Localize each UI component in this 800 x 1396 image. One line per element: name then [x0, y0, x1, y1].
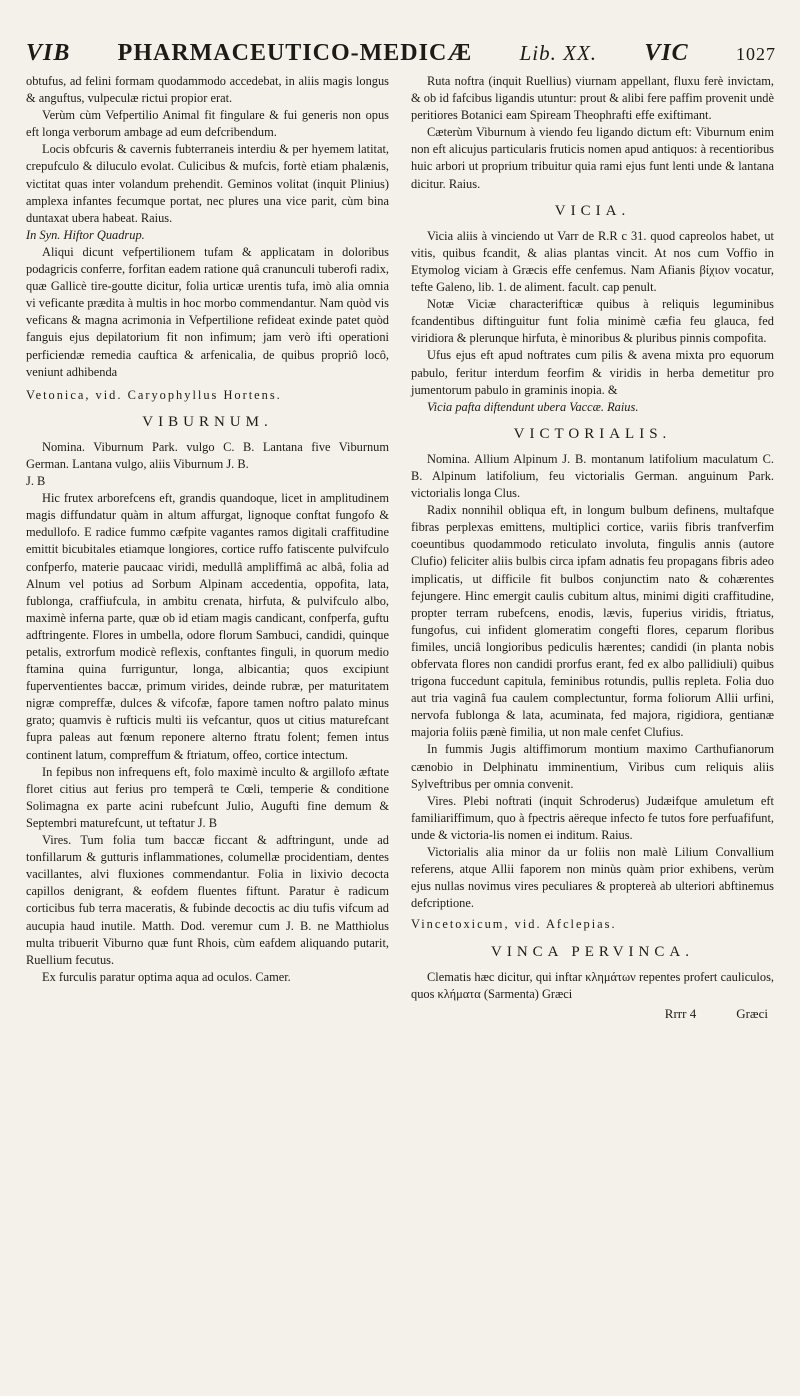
section-heading-vinca: VINCA PERVINCA. — [491, 943, 694, 960]
author-mark: J. B — [26, 474, 46, 489]
signature-mark: Rrrr 4 — [664, 1005, 697, 1021]
cross-reference: Vetonica, vid. Caryophyllus Hortens. — [26, 387, 282, 402]
paragraph: Ufus ejus eft apud noftrates cum pilis & avena mixta pro equorum pabulo, feritur interdum feorfim & viridis in herba demetitur pro jumentorum pabulo in graminis inopia. & — [411, 348, 774, 397]
quotation-line: Vicia pafta diftendunt ubera Vaccæ. Raius. — [427, 399, 639, 414]
left-column — [26, 73, 389, 1022]
paragraph: Aliqui dicunt vefpertilionem tufam & applicatam in doloribus podagricis conferre, forfitan eadem ratione quâ cranunculi tuberofi radix, quæ Gallicè tire-goutte dicitur, folia urticæ urentis tufa, imò alia omnia vi veficante prædita à multis in hoc morbo commendantur. Nam quòd vis veficans & magna acrimonia in Vefpertilione refideat exinde patet quòd fanguis ejus depilatorium fit non infimum; jam verò ifti operationi perficiendæ remedia cauftica & arfenicalia, de quibus propriô locô, veniunt adhibenda — [26, 244, 389, 379]
catchword: Græci — [736, 1005, 768, 1021]
running-head-left: VIB — [26, 40, 71, 66]
nomina-paragraph: Nomina. Viburnum Park. vulgo C. B. Lantana five Viburnum German. Lantana vulgo, aliis Viburnum J. B. — [26, 439, 389, 471]
paragraph: Cæterùm Viburnum à viendo feu ligando dictum eft: Viburnum enim non eft alicujus particularis fruticis nomen apud antiquos: à recentioribus huic arbori ut proprium tribuitur quia rami ejus funt lenti unde & lantana dicitur. Raius. — [411, 125, 774, 191]
vires-paragraph: Vires. Plebi noftrati (inquit Schroderus) Judæifque amuletum eft familiariffimum, quo à fpectris aëreque infecto fe tutos fore perfuafifunt, unde & victoria-lis nomen ei inditum. Raius. — [411, 793, 774, 842]
paragraph: Ruta noftra (inquit Ruellius) viurnam appellant, fluxu ferè invictam, & ob id fafcibus ligandis utuntur: prout & alibi fere paffim provenit undè peritiores Botanici eam Spiream Theophrafti effe exiftimant. — [411, 74, 774, 123]
section-heading-victorialis: VICTORIALIS. — [513, 425, 672, 442]
running-head-right: VIC — [644, 40, 689, 66]
running-head — [26, 40, 776, 67]
paragraph: Vicia aliis à vinciendo ut Varr de R.R c 31. quod capreolos habet, ut vitis, quibus fcandit, & alias plantas vincit. At nos cum Voffio in Etymolog viciam à Græcis effe cenfemus. Nam Afianis βίχιον vocatur, tefte Galeno, lib. 1. de aliment. facult. cap penult. — [411, 228, 774, 295]
paragraph: obtufus, ad felini formam quodammodo accedebat, in aliis magis longus & anguftus, vulpeculæ rictui propior erat. — [26, 74, 389, 106]
paragraph: In fummis Jugis altiffimorum montium maximo Carthufianorum cænobio in Delphinatu imminentium, Viribus cum reliquis aliis Sylveftribus per omnia convenit. — [411, 742, 774, 791]
paragraph: Victorialis alia minor da ur foliis non malè Lilium Convallium referens, atque Allii faporem non minùs quàm prior exhibens, verùm ejus nullas novimus vires peculiares & proptereà ab ulteriori abftinemus defcriptione. — [411, 845, 774, 911]
section-heading-vicia: VICIA. — [554, 202, 631, 219]
paragraph: Ex furculis paratur optima aqua ad oculos. Camer. — [42, 969, 291, 984]
paragraph: Verùm cùm Vefpertilio Animal fit fingulare & fui generis non opus eft longa verborum ambage ad eum defcribendum. — [26, 108, 389, 140]
paragraph: Radix nonnihil obliqua eft, in longum bulbum definens, multafque fibras perplexas emittens, multiplici cortice, variis fibris tranfverfim coeuntibus quodammodo reticulato involuta, fingulis annis (autore Clufio) feliciter aliis bulbis circa ipfam adnatis feu propagans fibris adeo implicatis, ut difficile fit bulbos conjunctim nato & cohærentes fejungere. Hinc emergit caulis cubitum altus, minimi digiti craffitudine, propter terram rubefcens, enodis, lævis, fuperius viridis, ftriatus, fungofus, cui infident glomeratim congefti flores, ceparum floribus fimiles, unciâ longioribus pediculis hærentes; candidi (in planta nobis obfervata flores non candidi prorfus erant, fed ex albo pallidiuli) quibus trigona fuccedunt capitula, feminibus rotundis, pullis repleta. Folia duo aut tria vaginâ fua caulem complectuntur, forma foliorum Allii urfini, nervofa fublonga & lata, acuminata, fed majora, rigidiora, gentianæ majoria foliis pænè fimilia, ut non male cenfet Clufius. — [411, 503, 774, 740]
section-heading-viburnum: VIBURNUM. — [142, 413, 273, 430]
nomina-paragraph: Nomina. Allium Alpinum J. B. montanum latifolium maculatum C. B. Alpinum latifolium, feu victorialis German. anguinum Park. victorialis longa Clus. — [411, 451, 774, 501]
reference-line: In Syn. Hiftor Quadrup. — [26, 227, 145, 242]
signature-line — [411, 1005, 774, 1022]
two-column-body — [26, 73, 776, 1022]
paragraph: Locis obfcuris & cavernis fubterraneis interdiu & per hyemem latitat, crepufculo & diluculo evolat. Culicibus & mufcis, fortè etiam phalænis, victitat quas inter volandum prehendit. Geminos volitat (inquit Plinius) amplexa infantes fecumque portat, nec plures una vice parit, cùm bina duntaxat ubera habeat. Raius. — [26, 142, 389, 225]
paragraph: Hic frutex arborefcens eft, grandis quandoque, licet in amplitudinem magis diffundatur quàm in altum affurgat, lignoque conftat fungofo & medullofo. E radice fummo cæfpite vagantes ramos digitali craffitudine emittit bicubitales etiamque longiores, cortice ruffo fatiscente pulvifculo confperfo, materie paucaac viridi, medullâ ampliffimâ ac albâ, folia ad Alnum vel potius ad Sorbum Alpinam accedentia, oppofita, lata, fublonga, craffiufcula, in ambitu crenata, hirfuta, & pulvifculo albo, maximè inferna parte, quæ ob id etiam magis candicant, confperfa, guftu adftringente. Flores in umbella, odore florum Sambuci, candidi, quinque petalis, extrorfum modicè reflexis, conftantes finguli, in quorum medio ftamina quina furriguntur, longa, albicantia; quos excipiunt fuperventientes baccæ, primum virides, deinde rubræ, per maturitatem nigræ compreffæ, dulces & vifcofæ, fapore tamen noftro palato minus grato; quamvis è rufticis multi iis vefcantur, quos ut citius maturefcant fupra paleas aut fœnum reponere alterno ftratu folent; femen intus continent latum, compreffum & ftriatum, offeo, cortice intectum. — [26, 491, 389, 762]
running-head-title: PHARMACEUTICO-MEDICÆ — [117, 40, 473, 66]
running-head-book: Lib. XX. — [519, 41, 598, 65]
paragraph: In fepibus non infrequens eft, folo maximè inculto & argillofo æftate floret citius aut ferius pro temperâ te Cœli, temperie & conditione Solimagna ex parte acini rubefcunt Julio, Augufti fine demum & Septembri maturefcunt, ut teftatur J. B — [26, 764, 389, 830]
cross-reference: Vincetoxicum, vid. Afclepias. — [411, 917, 617, 932]
page-number: 1027 — [735, 44, 776, 64]
paragraph: Clematis hæc dicitur, qui inftar κλημάτων repentes profert cauliculos, quos κλήματα (Sarmenta) Græci — [411, 969, 774, 1001]
vires-paragraph: Vires. Tum folia tum baccæ ficcant & adftringunt, unde ad tonfillarum & gutturis inflammationes, columellæ procidentiam, dentes vacillantes, alvi fluxiones commendantur. Folia in lixivio decocta capillos denigrant, & eofdem fluentes fiftunt. Paratur è radicum corticibus fub terra maceratis, & fubinde decoctis ac diu tufis vifcum ad aucupia haud inutile. Matth. Dod. veremur cum J. B. ne Matthiolus multa tribuerit Viburno quæ funt Rhois, cùm eafdem aliquando putarit, Ruellium fecutus. — [26, 833, 389, 967]
paragraph: Notæ Viciæ characterifticæ quibus à reliquis leguminibus fcandentibus diftinguitur funt folia minimè cæfia feu glauca, fed viridiora & plerunque hirfuta, è minoribus & pluribus pinnis compofita. — [411, 297, 774, 346]
right-column — [411, 73, 774, 1022]
